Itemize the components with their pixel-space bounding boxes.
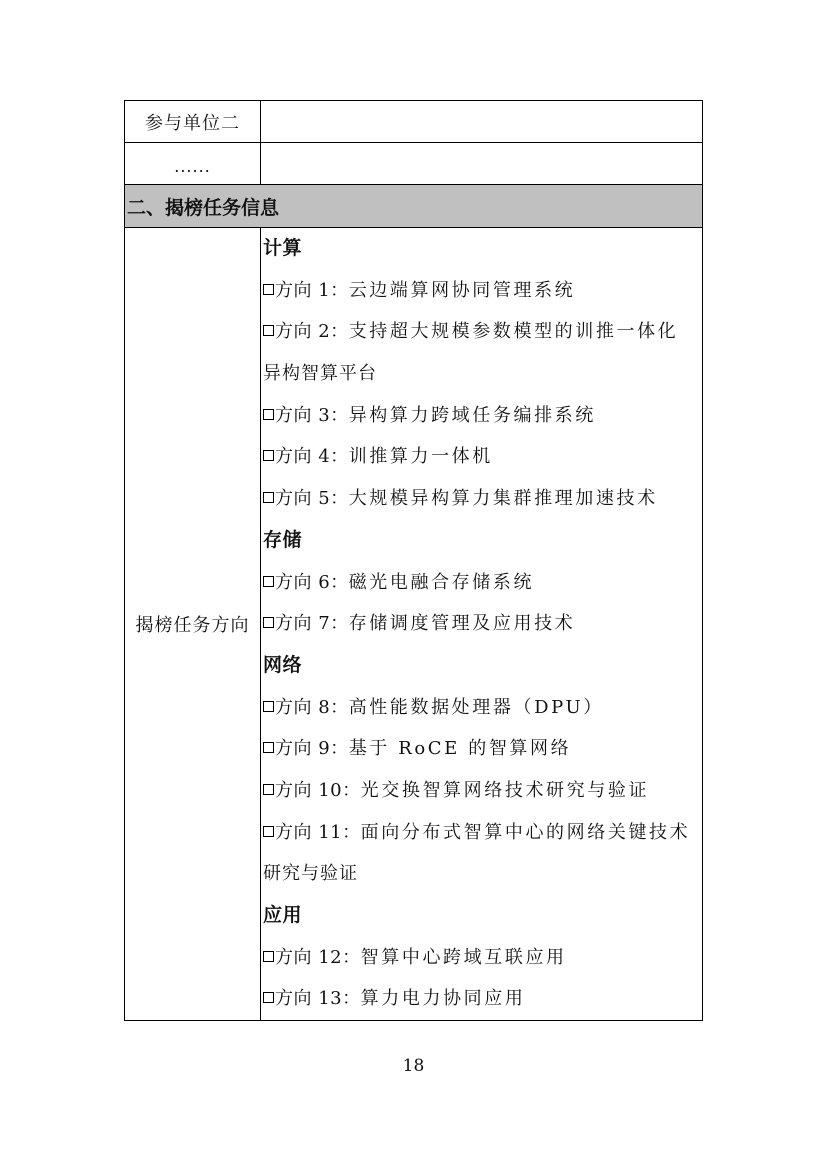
section-title: 二、揭榜任务信息 bbox=[125, 185, 703, 228]
category-heading: 网络 bbox=[263, 653, 303, 676]
checkbox-icon[interactable] bbox=[263, 951, 274, 962]
row-label: ...... bbox=[125, 143, 261, 185]
checkbox-icon[interactable] bbox=[263, 284, 274, 295]
direction-label: 揭榜任务方向 bbox=[125, 228, 261, 1021]
direction-item[interactable]: 方向 11：面向分布式智算中心的网络关键技术 bbox=[263, 812, 702, 854]
checkbox-icon[interactable] bbox=[263, 325, 274, 336]
direction-item[interactable]: 方向 5：大规模异构算力集群推理加速技术 bbox=[263, 478, 702, 520]
checkbox-icon[interactable] bbox=[263, 617, 274, 628]
row-value[interactable] bbox=[261, 143, 703, 185]
direction-item[interactable]: 方向 9：基于 RoCE 的智算网络 bbox=[263, 728, 702, 770]
category-heading: 应用 bbox=[263, 904, 303, 926]
direction-item[interactable]: 方向 8：高性能数据处理器（DPU） bbox=[263, 687, 702, 729]
direction-item-continuation: 研究与验证 bbox=[263, 863, 358, 885]
checkbox-icon[interactable] bbox=[263, 450, 274, 461]
direction-item-continuation: 异构智算平台 bbox=[263, 363, 377, 385]
direction-item[interactable]: 方向 4：训推算力一体机 bbox=[263, 436, 702, 478]
row-label: 参与单位二 bbox=[125, 101, 261, 143]
checkbox-icon[interactable] bbox=[263, 701, 274, 712]
direction-item[interactable]: 方向 7：存储调度管理及应用技术 bbox=[263, 603, 702, 645]
page-number: 18 bbox=[402, 1056, 425, 1076]
checkbox-icon[interactable] bbox=[263, 826, 274, 837]
direction-item[interactable]: 方向 12：智算中心跨域互联应用 bbox=[263, 937, 702, 979]
section-header-row bbox=[125, 185, 703, 228]
table-row bbox=[125, 101, 703, 143]
checkbox-icon[interactable] bbox=[263, 492, 274, 503]
application-form-table bbox=[124, 100, 703, 1021]
checkbox-icon[interactable] bbox=[263, 784, 274, 795]
direction-item[interactable]: 方向 2：支持超大规模参数模型的训推一体化 bbox=[263, 311, 702, 353]
direction-item[interactable]: 方向 3：异构算力跨域任务编排系统 bbox=[263, 395, 702, 437]
direction-list bbox=[261, 228, 703, 1021]
direction-item[interactable]: 方向 1：云边端算网协同管理系统 bbox=[263, 270, 702, 312]
table-row bbox=[125, 143, 703, 185]
directions-row bbox=[125, 228, 703, 1021]
direction-item[interactable]: 方向 10：光交换智算网络技术研究与验证 bbox=[263, 770, 702, 812]
direction-item[interactable]: 方向 13：算力电力协同应用 bbox=[263, 978, 702, 1020]
checkbox-icon[interactable] bbox=[263, 742, 274, 753]
category-heading: 存储 bbox=[263, 528, 303, 551]
direction-item[interactable]: 方向 6：磁光电融合存储系统 bbox=[263, 562, 702, 604]
checkbox-icon[interactable] bbox=[263, 409, 274, 420]
checkbox-icon[interactable] bbox=[263, 992, 274, 1003]
checkbox-icon[interactable] bbox=[263, 576, 274, 587]
row-value[interactable] bbox=[261, 101, 703, 143]
category-heading: 计算 bbox=[263, 237, 303, 259]
